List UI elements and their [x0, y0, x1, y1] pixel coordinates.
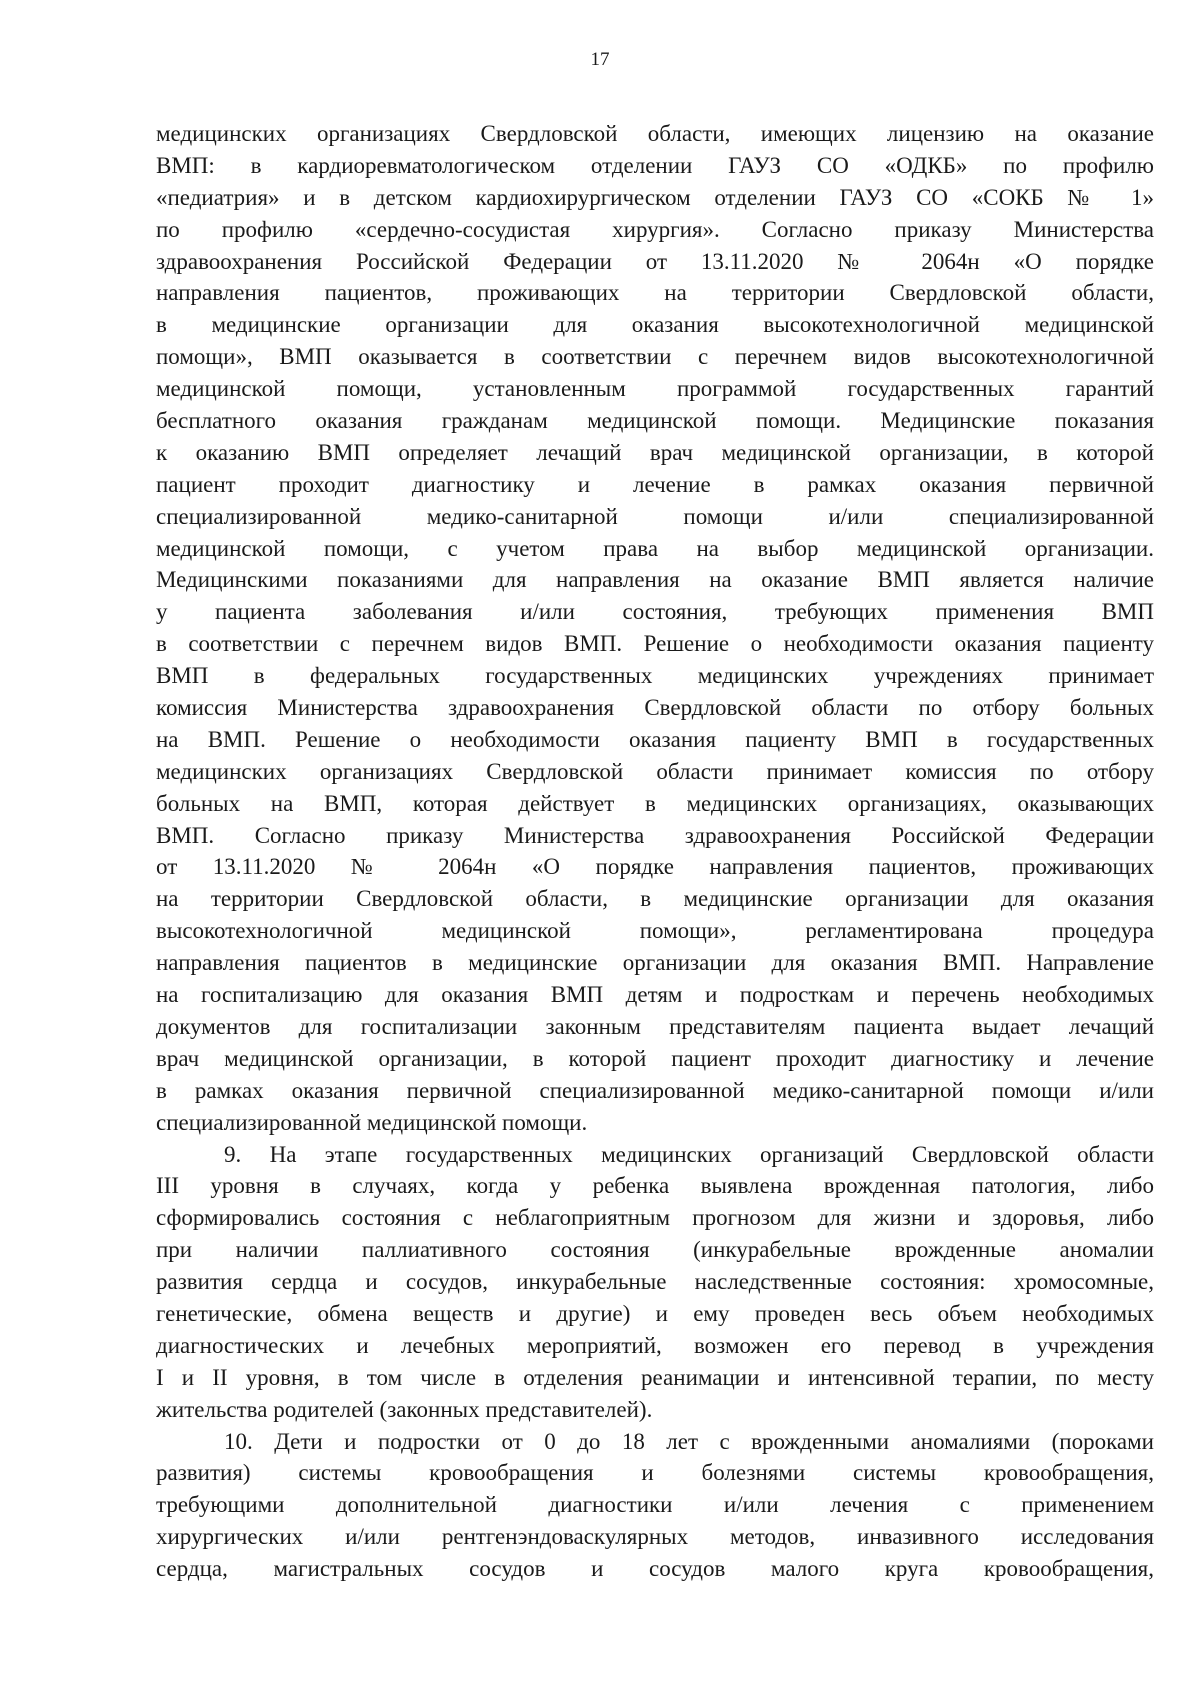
text-line: жительства родителей (законных представителей). [156, 1396, 653, 1422]
text-line: документов для госпитализации законным представителям пациента выдает лечащий [156, 1013, 1154, 1039]
text-line: развития сердца и сосудов, инкурабельные наследственные состояния: хромосомные, [156, 1269, 1154, 1295]
text-line: помощи», ВМП оказывается в соответствии с перечнем видов высокотехнологичной [156, 344, 1154, 370]
text-line: медицинских организациях Свердловской области, имеющих лицензию на оказание [156, 121, 1154, 146]
body-text [156, 118, 1154, 1585]
text-line: ВМП: в кардиоревматологическом отделении ГАУЗ СО «ОДКБ» по профилю [156, 152, 1154, 178]
page-number: 17 [590, 49, 610, 70]
text-line: высокотехнологичной медицинской помощи», регламентирована процедура [156, 918, 1154, 944]
text-line: пациент проходит диагностику и лечение в рамках оказания первичной [156, 471, 1154, 497]
text-line: сформировались состояния с неблагоприятным прогнозом для жизни и здоровья, либо [156, 1205, 1154, 1231]
text-line: медицинской помощи, установленным программой государственных гарантий [156, 376, 1154, 402]
text-line: сердца, магистральных сосудов и сосудов малого круга кровообращения, [156, 1556, 1154, 1582]
text-line: в медицинские организации для оказания высокотехнологичной медицинской [156, 312, 1154, 338]
text-line: III уровня в случаях, когда у ребенка выявлена врожденная патология, либо [156, 1173, 1154, 1199]
text-line: направления пациентов в медицинские организации для оказания ВМП. Направление [156, 950, 1154, 976]
text-line: хирургических и/или рентгенэндоваскулярных методов, инвазивного исследования [156, 1524, 1154, 1550]
text-line: медицинской помощи, с учетом права на выбор медицинской организации. [156, 535, 1154, 561]
text-line: к оказанию ВМП определяет лечащий врач медицинской организации, в которой [156, 439, 1154, 465]
text-line: на ВМП. Решение о необходимости оказания пациенту ВМП в государственных [156, 726, 1154, 752]
text-line: на территории Свердловской области, в медицинские организации для оказания [156, 886, 1154, 912]
text-line: Медицинскими показаниями для направления на оказание ВМП является наличие [156, 567, 1154, 593]
text-line: развития) системы кровообращения и болезнями системы кровообращения, [156, 1460, 1154, 1486]
text-line: генетические, обмена веществ и другие) и ему проведен весь объем необходимых [156, 1300, 1154, 1326]
text-line: на госпитализацию для оказания ВМП детям и подросткам и перечень необходимых [156, 982, 1154, 1008]
text-line: бесплатного оказания гражданам медицинской помощи. Медицинские показания [156, 408, 1154, 434]
text-line: у пациента заболевания и/или состояния, требующих применения ВМП [156, 599, 1154, 625]
text-line: комиссия Министерства здравоохранения Свердловской области по отбору больных [156, 695, 1154, 721]
text-line: 10. Дети и подростки от 0 до 18 лет с врожденными аномалиями (пороками [224, 1428, 1154, 1454]
text-line: от 13.11.2020 № 2064н «О порядке направления пациентов, проживающих [156, 854, 1154, 880]
text-line: «педиатрия» и в детском кардиохирургическом отделении ГАУЗ СО «СОКБ № 1» [156, 184, 1154, 210]
text-line: диагностических и лечебных мероприятий, возможен его перевод в учреждения [156, 1332, 1154, 1358]
text-line: специализированной медицинской помощи. [156, 1109, 588, 1135]
text-line: I и II уровня, в том числе в отделения реанимации и интенсивной терапии, по месту [156, 1364, 1154, 1390]
text-line: по профилю «сердечно-сосудистая хирургия». Согласно приказу Министерства [156, 216, 1154, 242]
text-line: больных на ВМП, которая действует в медицинских организациях, оказывающих [156, 790, 1154, 816]
text-line: при наличии паллиативного состояния (инкурабельные врожденные аномалии [156, 1237, 1154, 1263]
text-line: ВМП в федеральных государственных медицинских учреждениях принимает [156, 663, 1154, 689]
text-line: в соответствии с перечнем видов ВМП. Решение о необходимости оказания пациенту [156, 631, 1154, 657]
text-line: направления пациентов, проживающих на территории Свердловской области, [156, 280, 1154, 306]
text-line: ВМП. Согласно приказу Министерства здравоохранения Российской Федерации [156, 822, 1154, 848]
text-line: требующими дополнительной диагностики и/или лечения с применением [156, 1492, 1154, 1518]
text-line: медицинских организациях Свердловской области принимает комиссия по отбору [156, 758, 1154, 784]
text-line: здравоохранения Российской Федерации от 13.11.2020 № 2064н «О порядке [156, 248, 1154, 274]
text-line: врач медицинской организации, в которой пациент проходит диагностику и лечение [156, 1045, 1154, 1071]
text-line: в рамках оказания первичной специализированной медико-санитарной помощи и/или [156, 1077, 1154, 1103]
text-line: специализированной медико-санитарной помощи и/или специализированной [156, 503, 1154, 529]
text-line: 9. На этапе государственных медицинских организаций Свердловской области [224, 1141, 1154, 1167]
